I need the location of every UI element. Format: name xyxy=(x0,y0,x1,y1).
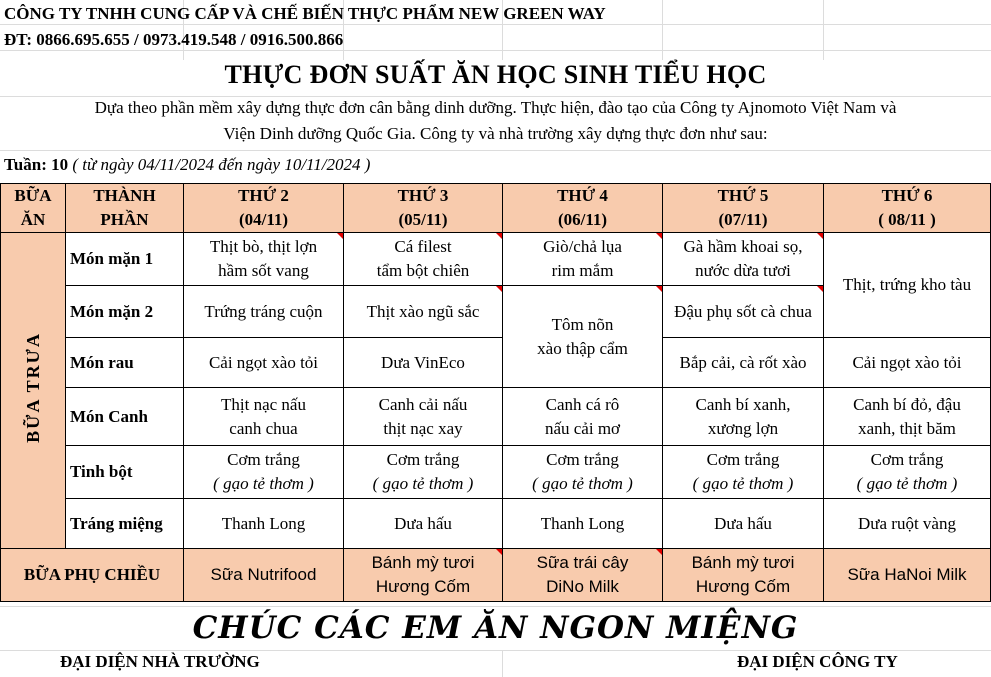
cell-snack-mon: Sữa Nutrifood xyxy=(184,549,344,602)
cell-rau-mon: Cải ngọt xào tỏi xyxy=(184,338,344,388)
cell-man1-tue: Cá filest tẩm bột chiên xyxy=(344,233,503,286)
cell-rau-fri: Cải ngọt xào tỏi xyxy=(824,338,991,388)
cell-man1-fri: Thịt, trứng kho tàu xyxy=(824,233,991,338)
cell-man2-wed: Tôm nõn xào thập cẩm xyxy=(503,286,663,388)
cell-tinhbot-fri: Cơm trắng ( gạo tẻ thơm ) xyxy=(824,446,991,499)
intro-line-1: Dựa theo phần mềm xây dựng thực đơn cân bằng dinh dưỡng. Thực hiện, đào tạo của Công ty Ajnomoto Việt Nam và xyxy=(94,98,897,117)
header-day-tue: THỨ 3 (05/11) xyxy=(344,184,503,233)
lunch-label: BỮA TRƯA xyxy=(23,331,43,443)
cell-rau-tue: Dưa VinEco xyxy=(344,338,503,388)
header-meal: BỮA ĂN xyxy=(1,184,66,233)
cell-canh-mon: Thịt nạc nấu canh chua xyxy=(184,388,344,446)
cell-tinhbot-tue: Cơm trắng ( gạo tẻ thơm ) xyxy=(344,446,503,499)
cell-man1-thu: Gà hầm khoai sọ, nước dừa tươi xyxy=(663,233,824,286)
row-label-canh: Món Canh xyxy=(66,388,184,446)
cell-canh-tue: Canh cải nấu thịt nạc xay xyxy=(344,388,503,446)
row-label-tinhbot: Tinh bột xyxy=(66,446,184,499)
week-range: ( từ ngày 04/11/2024 đến ngày 10/11/2024 ) xyxy=(72,155,371,174)
cell-trangmieng-thu: Dưa hấu xyxy=(663,499,824,549)
cell-man2-tue: Thịt xào ngũ sắc xyxy=(344,286,503,338)
lunch-label-cell xyxy=(1,233,66,549)
cell-tinhbot-thu: Cơm trắng ( gạo tẻ thơm ) xyxy=(663,446,824,499)
header-component: THÀNH PHẦN xyxy=(66,184,184,233)
intro-line-2: Viện Dinh dưỡng Quốc Gia. Công ty và nhà trường xây dựng thực đơn như sau: xyxy=(223,124,768,143)
row-label-trangmieng: Tráng miệng xyxy=(66,499,184,549)
week-label: Tuần: 10 xyxy=(4,155,69,174)
cell-trangmieng-mon: Thanh Long xyxy=(184,499,344,549)
company-representative: ĐẠI DIỆN CÔNG TY xyxy=(737,652,898,671)
cell-canh-fri: Canh bí đỏ, đậu xanh, thịt băm xyxy=(824,388,991,446)
cell-tinhbot-wed: Cơm trắng ( gạo tẻ thơm ) xyxy=(503,446,663,499)
cell-snack-wed: Sữa trái cây DiNo Milk xyxy=(503,549,663,602)
cell-snack-thu: Bánh mỳ tươi Hương Cốm xyxy=(663,549,824,602)
closing-wish: CHÚC CÁC EM ĂN NGON MIỆNG xyxy=(192,610,799,646)
cell-trangmieng-tue: Dưa hấu xyxy=(344,499,503,549)
cell-canh-thu: Canh bí xanh, xương lợn xyxy=(663,388,824,446)
row-label-rau: Món rau xyxy=(66,338,184,388)
header-day-wed: THỨ 4 (06/11) xyxy=(503,184,663,233)
snack-label: BỮA PHỤ CHIỀU xyxy=(1,549,184,602)
cell-trangmieng-wed: Thanh Long xyxy=(503,499,663,549)
header-day-fri: THỨ 6 ( 08/11 ) xyxy=(824,184,991,233)
cell-man2-thu: Đậu phụ sốt cà chua xyxy=(663,286,824,338)
cell-man2-mon: Trứng tráng cuộn xyxy=(184,286,344,338)
cell-man1-mon: Thịt bò, thịt lợn hầm sốt vang xyxy=(184,233,344,286)
phone-numbers: ĐT: 0866.695.655 / 0973.419.548 / 0916.500.866 xyxy=(4,30,344,49)
cell-canh-wed: Canh cá rô nấu cải mơ xyxy=(503,388,663,446)
cell-snack-tue: Bánh mỳ tươi Hương Cốm xyxy=(344,549,503,602)
company-name: CÔNG TY TNHH CUNG CẤP VÀ CHẾ BIẾN THỰC PHẨM NEW GREEN WAY xyxy=(4,4,606,23)
header-day-mon: THỨ 2 (04/11) xyxy=(184,184,344,233)
cell-man1-wed: Giò/chả lụa rim mắm xyxy=(503,233,663,286)
week-info xyxy=(4,155,370,175)
cell-rau-thu: Bắp cải, cà rốt xào xyxy=(663,338,824,388)
menu-table xyxy=(0,183,991,602)
row-label-man2: Món mặn 2 xyxy=(66,286,184,338)
cell-trangmieng-fri: Dưa ruột vàng xyxy=(824,499,991,549)
row-label-man1: Món mặn 1 xyxy=(66,233,184,286)
page-title: THỰC ĐƠN SUẤT ĂN HỌC SINH TIỂU HỌC xyxy=(224,60,767,89)
cell-snack-fri: Sữa HaNoi Milk xyxy=(824,549,991,602)
header-day-thu: THỨ 5 (07/11) xyxy=(663,184,824,233)
cell-tinhbot-mon: Cơm trắng ( gạo tẻ thơm ) xyxy=(184,446,344,499)
school-representative: ĐẠI DIỆN NHÀ TRƯỜNG xyxy=(60,652,260,671)
